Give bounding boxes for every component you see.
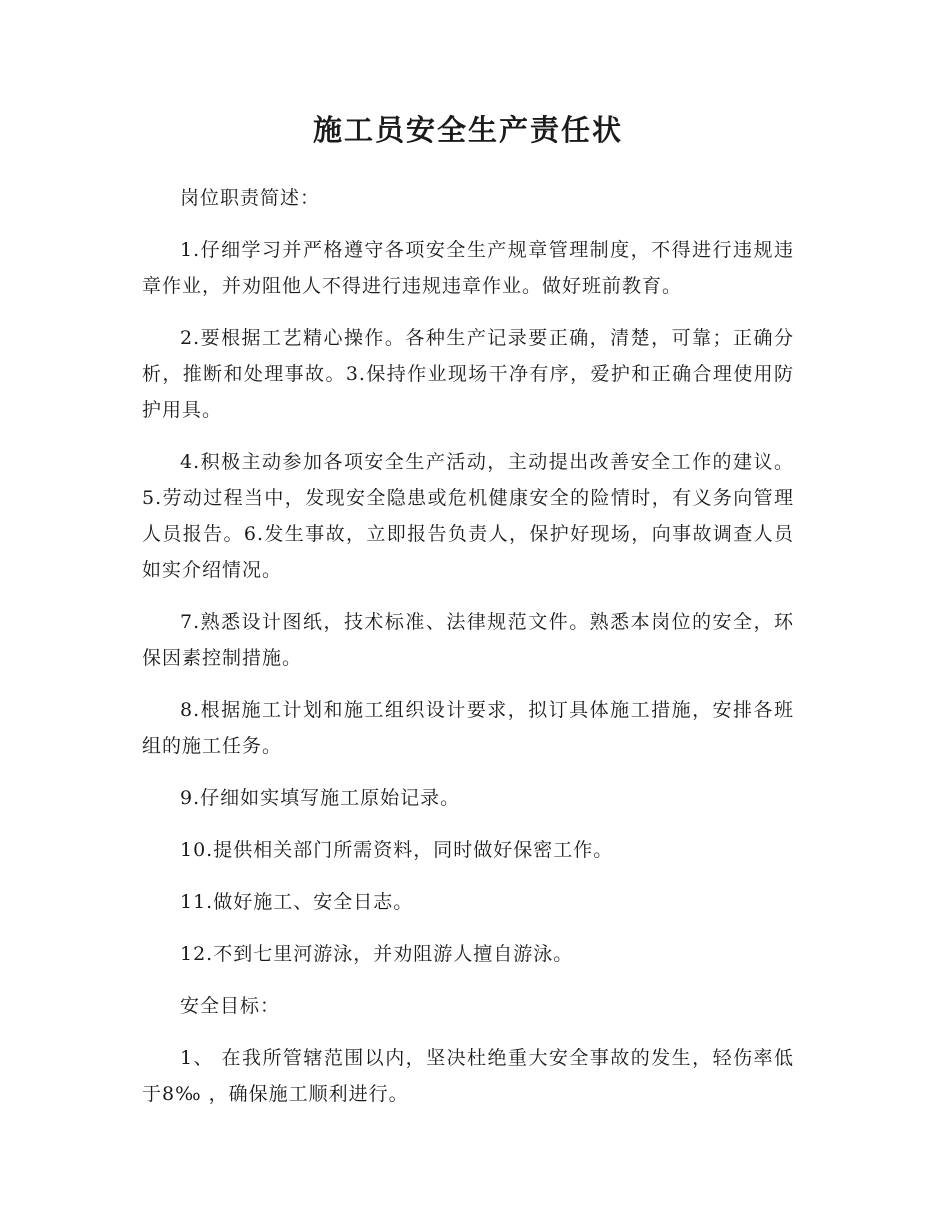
document-page [142,100,794,1128]
duty-item-7: 7.熟悉设计图纸，技术标准、法律规范文件。熟悉本岗位的安全，环保因素控制措施。 [142,611,794,669]
duty-item-9: 9.仔细如实填写施工原始记录。 [180,787,461,809]
duty-item-10: 10.提供相关部门所需资料，同时做好保密工作。 [180,839,614,861]
section-heading-safety-goals: 安全目标： [180,995,281,1017]
safety-goal-1: 1、 在我所管辖范围以内，坚决杜绝重大安全事故的发生，轻伤率低于8‰ ，确保施工顺利进行。 [142,1047,794,1105]
duty-item-8: 8.根据施工计划和施工组织设计要求，拟订具体施工措施，安排各班组的施工任务。 [142,699,794,757]
document-title: 施工员安全生产责任状 [312,113,623,147]
duty-item-2-3: 2.要根据工艺精心操作。各种生产记录要正确，清楚，可靠；正确分析，推断和处理事故。3.保持作业现场干净有序，爱护和正确合理使用防护用具。 [142,327,794,421]
duty-item-12: 12.不到七里河游泳，并劝阻游人擅自游泳。 [180,943,574,965]
duty-item-11: 11.做好施工、安全日志。 [180,891,414,913]
duty-item-1: 1.仔细学习并严格遵守各项安全生产规章管理制度，不得进行违规违章作业，并劝阻他人不得进行违规违章作业。做好班前教育。 [142,239,794,297]
duty-item-4-6: 4.积极主动参加各项安全生产活动，主动提出改善安全工作的建议。5.劳动过程当中，发现安全隐患或危机健康安全的险情时，有义务向管理人员报告。6.发生事故，立即报告负责人，保护好现场，向事故调查人员如实介绍情况。 [142,451,794,581]
section-heading-duties: 岗位职责简述： [180,187,321,209]
